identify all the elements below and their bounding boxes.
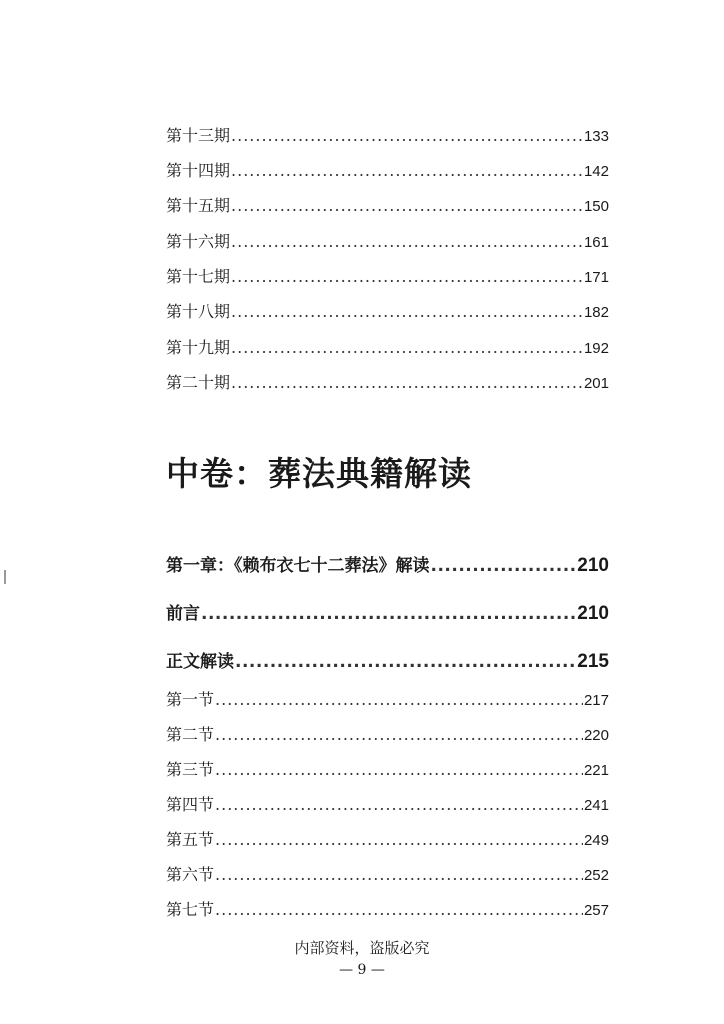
toc-entry-label: 第十八期 — [166, 302, 231, 321]
toc-entry-page: 161 — [583, 234, 609, 251]
toc-entry-5[interactable] — [166, 264, 609, 286]
toc-entry-page: 221 — [583, 762, 609, 779]
footer-notice: 内部资料，盗版必究 — [294, 939, 430, 957]
leader-dots — [215, 690, 583, 709]
toc-entry-label: 第二十期 — [166, 373, 231, 392]
toc-entry-page: 142 — [583, 163, 609, 180]
toc-entry-page: 150 — [583, 198, 609, 215]
toc-section-entry-4[interactable] — [166, 792, 609, 814]
toc-entry-page: 241 — [583, 797, 609, 814]
leader-dots — [231, 338, 583, 357]
toc-entry-8[interactable] — [166, 370, 609, 392]
toc-entry-label: 第二节 — [166, 725, 215, 744]
toc-section-entry-6[interactable] — [166, 862, 609, 884]
section-title: 中卷：葬法典籍解读 — [166, 454, 472, 493]
toc-entry-label: 第一节 — [166, 690, 215, 709]
toc-entry-label: 第十五期 — [166, 196, 231, 215]
toc-entry-label: 正文解读 — [166, 652, 234, 672]
toc-section-entry-2[interactable] — [166, 722, 609, 744]
leader-dots — [231, 232, 583, 251]
toc-entry-page: 182 — [583, 304, 609, 321]
leader-dots — [231, 196, 583, 215]
toc-entry-label: 第三节 — [166, 760, 215, 779]
toc-entry-page: 217 — [583, 692, 609, 709]
leader-dots — [201, 604, 576, 624]
leader-dots — [215, 865, 583, 884]
leader-dots — [215, 760, 583, 779]
toc-entry-3[interactable] — [166, 193, 609, 215]
toc-entry-7[interactable] — [166, 335, 609, 357]
toc-entry-6[interactable] — [166, 299, 609, 321]
leader-dots — [231, 373, 583, 392]
toc-entry-page: 257 — [583, 902, 609, 919]
toc-entry-page: 192 — [583, 340, 609, 357]
leader-dots — [431, 556, 577, 576]
toc-entry-page: 252 — [583, 867, 609, 884]
toc-entry-label: 前言 — [166, 604, 200, 624]
toc-section-entry-5[interactable] — [166, 827, 609, 849]
toc-entry-page: 249 — [583, 832, 609, 849]
toc-entry-1[interactable] — [166, 123, 609, 145]
toc-entry-page: 201 — [583, 375, 609, 392]
leader-dots — [215, 725, 583, 744]
toc-entry-label: 第十六期 — [166, 232, 231, 251]
toc-entry-label: 第十九期 — [166, 338, 231, 357]
toc-chapter-entry[interactable] — [166, 551, 609, 577]
toc-section-entry-7[interactable] — [166, 897, 609, 919]
leader-dots — [231, 161, 583, 180]
toc-entry-page: 210 — [577, 555, 609, 576]
toc-entry-label: 第十三期 — [166, 126, 231, 145]
toc-entry-page: 171 — [583, 269, 609, 286]
leader-dots — [215, 830, 583, 849]
toc-entry-label: 第六节 — [166, 865, 215, 884]
toc-entry-label: 第十七期 — [166, 267, 231, 286]
toc-preface-entry[interactable] — [166, 599, 609, 625]
toc-entry-4[interactable] — [166, 229, 609, 251]
toc-section-entry-3[interactable] — [166, 757, 609, 779]
toc-entry-page: 210 — [577, 603, 609, 624]
leader-dots — [231, 126, 583, 145]
toc-entry-page: 215 — [577, 651, 609, 672]
leader-dots — [231, 302, 583, 321]
toc-entry-page: 133 — [583, 128, 609, 145]
toc-section-entry-1[interactable] — [166, 687, 609, 709]
toc-entry-2[interactable] — [166, 158, 609, 180]
toc-entry-label: 第七节 — [166, 900, 215, 919]
leader-dots — [215, 795, 583, 814]
toc-entry-label: 第十四期 — [166, 161, 231, 180]
toc-entry-page: 220 — [583, 727, 609, 744]
toc-entry-label: 第五节 — [166, 830, 215, 849]
toc-entry-label: 第一章：《赖布衣七十二葬法》解读 — [166, 556, 430, 576]
page-number: — 9 — — [339, 962, 385, 978]
toc-entry-label: 第四节 — [166, 795, 215, 814]
scan-margin-mark — [4, 570, 6, 584]
leader-dots — [235, 652, 576, 672]
toc-main-text-entry[interactable] — [166, 647, 609, 673]
leader-dots — [215, 900, 583, 919]
leader-dots — [231, 267, 583, 286]
